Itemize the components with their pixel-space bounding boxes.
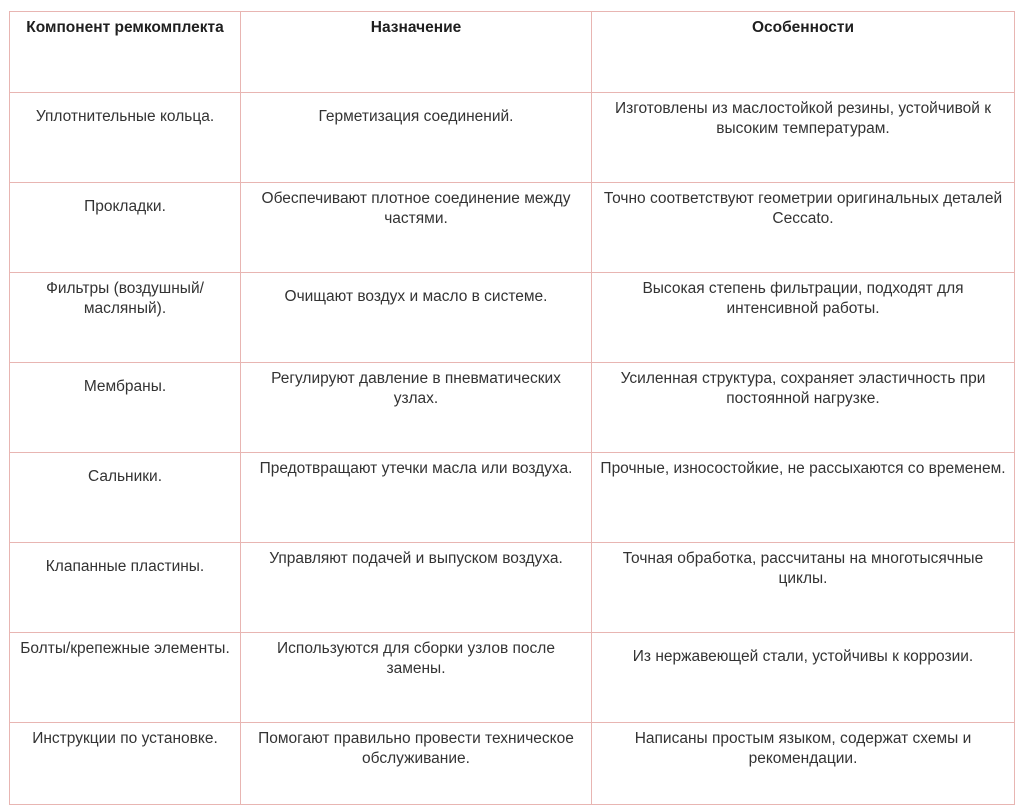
cell-component: Болты/крепежные элементы. — [10, 633, 241, 723]
cell-purpose: Предотвращают утечки масла или воздуха. — [241, 453, 592, 543]
cell-component: Инструкции по установке. — [10, 723, 241, 805]
repair-kit-table — [9, 11, 1015, 805]
cell-features: Написаны простым языком, содержат схемы и рекомендации. — [592, 723, 1015, 805]
repair-kit-table-wrapper — [9, 11, 1015, 805]
cell-features: Прочные, износостойкие, не рассыхаются со временем. — [592, 453, 1015, 543]
cell-component: Уплотнительные кольца. — [10, 93, 241, 183]
cell-component: Мембраны. — [10, 363, 241, 453]
table-row — [10, 183, 1015, 273]
header-features: Особенности — [592, 12, 1015, 93]
cell-component: Сальники. — [10, 453, 241, 543]
cell-purpose: Очищают воздух и масло в системе. — [241, 273, 592, 363]
cell-purpose: Обеспечивают плотное соединение между частями. — [241, 183, 592, 273]
cell-features: Точная обработка, рассчитаны на многотысячные циклы. — [592, 543, 1015, 633]
table-row — [10, 363, 1015, 453]
cell-features: Усиленная структура, сохраняет эластичность при постоянной нагрузке. — [592, 363, 1015, 453]
table-row — [10, 453, 1015, 543]
table-row — [10, 93, 1015, 183]
cell-purpose: Помогают правильно провести техническое обслуживание. — [241, 723, 592, 805]
header-purpose: Назначение — [241, 12, 592, 93]
cell-component: Фильтры (воздушный/ масляный). — [10, 273, 241, 363]
cell-features: Точно соответствуют геометрии оригинальных деталей Ceccato. — [592, 183, 1015, 273]
table-row — [10, 543, 1015, 633]
cell-purpose: Управляют подачей и выпуском воздуха. — [241, 543, 592, 633]
cell-component: Клапанные пластины. — [10, 543, 241, 633]
cell-features: Изготовлены из маслостойкой резины, устойчивой к высоким температурам. — [592, 93, 1015, 183]
cell-features: Высокая степень фильтрации, подходят для интенсивной работы. — [592, 273, 1015, 363]
cell-purpose: Герметизация соединений. — [241, 93, 592, 183]
cell-purpose: Регулируют давление в пневматических узлах. — [241, 363, 592, 453]
cell-component: Прокладки. — [10, 183, 241, 273]
table-row — [10, 273, 1015, 363]
table-row — [10, 633, 1015, 723]
table-header-row — [10, 12, 1015, 93]
cell-features: Из нержавеющей стали, устойчивы к коррозии. — [592, 633, 1015, 723]
table-row — [10, 723, 1015, 805]
header-component: Компонент ремкомплекта — [10, 12, 241, 93]
cell-purpose: Используются для сборки узлов после замены. — [241, 633, 592, 723]
